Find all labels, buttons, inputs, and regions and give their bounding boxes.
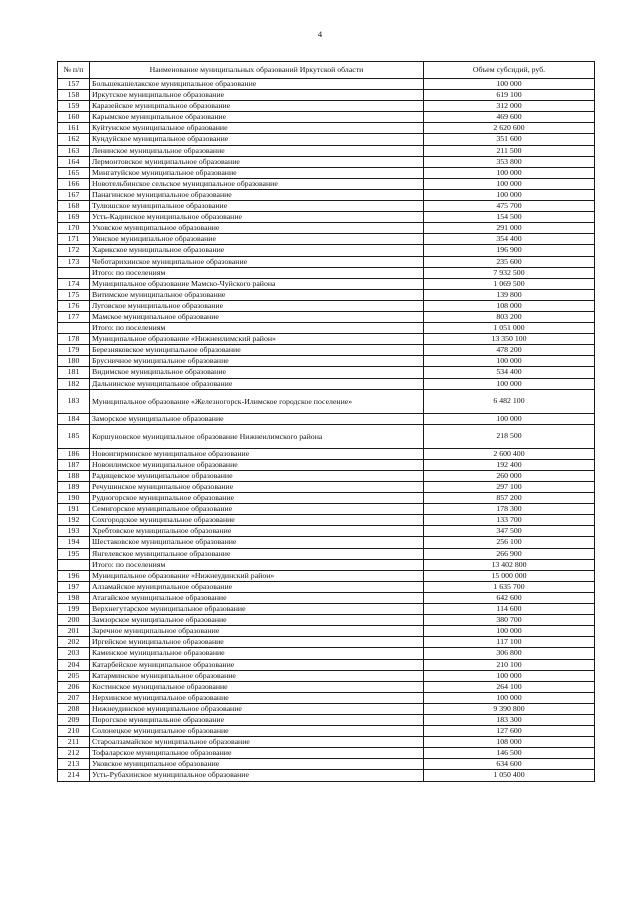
table-row [58,748,595,759]
row-value: 15 000 000 [424,570,595,581]
row-name: Иргейское муниципальное образование [90,637,424,648]
row-number: 166 [58,178,90,189]
table-row [58,737,595,748]
table-row [58,459,595,470]
row-value: 108 000 [424,737,595,748]
row-name: Усть-Кадинское муниципальное образование [90,212,424,223]
row-number: 192 [58,515,90,526]
table-row [58,334,595,345]
row-value: 114 600 [424,604,595,615]
row-value: 1 635 700 [424,581,595,592]
row-value: 127 600 [424,726,595,737]
row-name: Итого: по поселениям [90,559,424,570]
table-row [58,770,595,781]
table-row [58,300,595,311]
row-value: 117 100 [424,637,595,648]
table-row [58,378,595,389]
row-number: 212 [58,748,90,759]
row-number: 171 [58,234,90,245]
row-value: 183 300 [424,714,595,725]
row-value: 13 350 100 [424,334,595,345]
row-number: 179 [58,345,90,356]
row-name: Березняковское муниципальное образование [90,345,424,356]
row-number: 195 [58,548,90,559]
row-number: 211 [58,737,90,748]
row-name: Коршуновское муниципальное образование Нижнеилимского района [90,424,424,448]
row-name: Новотельбинское сельское муниципальное образование [90,178,424,189]
row-value: 312 000 [424,101,595,112]
row-number: 159 [58,101,90,112]
row-value: 1 051 000 [424,323,595,334]
row-name: Верхнегутарское муниципальное образование [90,604,424,615]
row-value: 857 200 [424,493,595,504]
row-number: 194 [58,537,90,548]
row-value: 100 000 [424,79,595,90]
row-name: Муниципальное образование «Нижнеудинский район» [90,570,424,581]
row-number: 197 [58,581,90,592]
row-value: 478 200 [424,345,595,356]
table-row [58,367,595,378]
row-value: 13 402 800 [424,559,595,570]
table-row [58,714,595,725]
table-body [58,79,595,782]
row-name: Мингатуйское муниципальное образование [90,167,424,178]
row-name: Карымское муниципальное образование [90,112,424,123]
row-number: 181 [58,367,90,378]
row-number: 177 [58,311,90,322]
row-name: Шестаковское муниципальное образование [90,537,424,548]
table-row [58,581,595,592]
row-name: Рудногорское муниципальное образование [90,493,424,504]
row-value: 133 700 [424,515,595,526]
table-row [58,604,595,615]
row-value: 353 800 [424,156,595,167]
table-row [58,212,595,223]
table-row [58,156,595,167]
row-value: 266 900 [424,548,595,559]
table-row [58,256,595,267]
row-value: 2 620 600 [424,123,595,134]
row-name: Итого: по поселениям [90,323,424,334]
row-number: 189 [58,482,90,493]
table-row [58,234,595,245]
subsidies-table [57,61,595,782]
table-row [58,637,595,648]
table-row [58,482,595,493]
row-name: Сохгородское муниципальное образование [90,515,424,526]
row-number [58,267,90,278]
table-row [58,570,595,581]
row-value: 154 500 [424,212,595,223]
row-value: 2 600 400 [424,448,595,459]
row-number: 206 [58,681,90,692]
row-value: 351 600 [424,134,595,145]
row-name: Хребтовское муниципальное образование [90,526,424,537]
table-row [58,424,595,448]
row-number: 167 [58,189,90,200]
row-number: 183 [58,389,90,413]
row-name: Большекашелакское муниципальное образование [90,79,424,90]
table-row [58,101,595,112]
row-name: Нерхинское муниципальное образование [90,692,424,703]
table-header-row [58,62,595,79]
table-row [58,448,595,459]
row-number: 208 [58,703,90,714]
row-value: 178 300 [424,504,595,515]
table-row [58,692,595,703]
row-number: 173 [58,256,90,267]
row-value: 6 482 100 [424,389,595,413]
row-value: 256 100 [424,537,595,548]
table-row [58,112,595,123]
table-row [58,267,595,278]
table-row [58,413,595,424]
table-row [58,470,595,481]
table-row [58,289,595,300]
row-value: 534 400 [424,367,595,378]
row-number: 162 [58,134,90,145]
row-name: Брусничное муниципальное образование [90,356,424,367]
row-name: Речушинское муниципальное образование [90,482,424,493]
table-row [58,345,595,356]
row-value: 264 100 [424,681,595,692]
row-value: 139 800 [424,289,595,300]
table-row [58,90,595,101]
table-row [58,526,595,537]
row-name: Куйтунское муниципальное образование [90,123,424,134]
row-number: 180 [58,356,90,367]
row-number: 182 [58,378,90,389]
table-row [58,759,595,770]
row-name: Солонецкое муниципальное образование [90,726,424,737]
row-value: 7 932 500 [424,267,595,278]
row-name: Ленинское муниципальное образование [90,145,424,156]
row-name: Муниципальное образование «Железногорск-Илимское городское поселение» [90,389,424,413]
row-name: Харикское муниципальное образование [90,245,424,256]
row-number: 200 [58,615,90,626]
row-value: 475 700 [424,201,595,212]
row-name: Костинское муниципальное образование [90,681,424,692]
row-number: 209 [58,714,90,725]
table-row [58,548,595,559]
row-name: Заморское муниципальное образование [90,413,424,424]
row-name: Катарминское муниципальное образование [90,670,424,681]
row-number: 186 [58,448,90,459]
row-name: Мамское муниципальное образование [90,311,424,322]
row-value: 210 100 [424,659,595,670]
row-number: 198 [58,592,90,603]
row-number: 204 [58,659,90,670]
row-name: Панагинское муниципальное образование [90,189,424,200]
row-value: 100 000 [424,167,595,178]
row-value: 354 400 [424,234,595,245]
row-value: 803 200 [424,311,595,322]
row-number: 163 [58,145,90,156]
row-value: 218 500 [424,424,595,448]
table-row [58,493,595,504]
row-number: 176 [58,300,90,311]
row-number: 210 [58,726,90,737]
table-row [58,201,595,212]
row-number: 174 [58,278,90,289]
row-number: 213 [58,759,90,770]
row-name: Тофаларское муниципальное образование [90,748,424,759]
row-number: 214 [58,770,90,781]
row-name: Радищевское муниципальное образование [90,470,424,481]
row-name: Семигорское муниципальное образование [90,504,424,515]
row-value: 100 000 [424,178,595,189]
row-number: 172 [58,245,90,256]
row-number: 178 [58,334,90,345]
row-name: Уковское муниципальное образование [90,759,424,770]
row-number [58,559,90,570]
row-value: 380 700 [424,615,595,626]
row-name: Витимское муниципальное образование [90,289,424,300]
table-row [58,592,595,603]
row-number: 188 [58,470,90,481]
row-name: Нижнеудинское муниципальное образование [90,703,424,714]
row-number [58,323,90,334]
row-value: 146 500 [424,748,595,759]
row-name: Уховское муниципальное образование [90,223,424,234]
row-number: 161 [58,123,90,134]
table-row [58,504,595,515]
table-row [58,145,595,156]
table-row [58,356,595,367]
table-row [58,659,595,670]
row-number: 190 [58,493,90,504]
row-name: Иркутское муниципальное образование [90,90,424,101]
row-name: Тулюшское муниципальное образование [90,201,424,212]
row-name: Кундуйское муниципальное образование [90,134,424,145]
table-row [58,703,595,714]
row-value: 9 390 800 [424,703,595,714]
header-num: № п/п [58,62,90,79]
row-number: 168 [58,201,90,212]
row-name: Лермонтовское муниципальное образование [90,156,424,167]
row-name: Новоигирминское муниципальное образование [90,448,424,459]
table-row [58,178,595,189]
row-number: 165 [58,167,90,178]
row-name: Замзорское муниципальное образование [90,615,424,626]
table-row [58,245,595,256]
row-name: Чеботарихинское муниципальное образование [90,256,424,267]
table-row [58,626,595,637]
row-number: 193 [58,526,90,537]
row-name: Муниципальное образование Мамско-Чуйского района [90,278,424,289]
row-number: 205 [58,670,90,681]
row-name: Янгелевское муниципальное образование [90,548,424,559]
row-number: 170 [58,223,90,234]
table-row [58,726,595,737]
header-name: Наименование муниципальных образований Иркутской области [90,62,424,79]
table-row [58,681,595,692]
row-value: 469 600 [424,112,595,123]
row-number: 169 [58,212,90,223]
table-row [58,223,595,234]
row-value: 100 000 [424,692,595,703]
row-name: Уянское муниципальное образование [90,234,424,245]
table-row [58,167,595,178]
table-row [58,79,595,90]
table-row [58,615,595,626]
table-row [58,311,595,322]
row-number: 187 [58,459,90,470]
table-row [58,389,595,413]
row-value: 211 500 [424,145,595,156]
row-value: 347 500 [424,526,595,537]
table-row [58,123,595,134]
row-value: 260 000 [424,470,595,481]
row-value: 100 000 [424,670,595,681]
row-name: Дальнинское муниципальное образование [90,378,424,389]
row-value: 100 000 [424,626,595,637]
row-name: Новоилимское муниципальное образование [90,459,424,470]
row-value: 1 069 500 [424,278,595,289]
row-value: 100 000 [424,356,595,367]
table-row [58,278,595,289]
row-number: 196 [58,570,90,581]
table-row [58,515,595,526]
row-name: Атагайское муниципальное образование [90,592,424,603]
row-name: Староалзамайское муниципальное образование [90,737,424,748]
row-value: 100 000 [424,413,595,424]
row-name: Порогское муниципальное образование [90,714,424,725]
table-row [58,537,595,548]
table-row [58,559,595,570]
row-number: 184 [58,413,90,424]
header-value: Объем субсидий, руб. [424,62,595,79]
row-number: 202 [58,637,90,648]
page-number: 4 [317,29,323,39]
row-number: 158 [58,90,90,101]
row-value: 235 600 [424,256,595,267]
row-number: 175 [58,289,90,300]
row-number: 164 [58,156,90,167]
row-number: 185 [58,424,90,448]
row-number: 207 [58,692,90,703]
row-name: Катарбейское муниципальное образование [90,659,424,670]
row-value: 192 400 [424,459,595,470]
row-value: 108 000 [424,300,595,311]
table-row [58,648,595,659]
row-name: Итого: по поселениям [90,267,424,278]
row-value: 306 800 [424,648,595,659]
row-name: Алзамайское муниципальное образование [90,581,424,592]
row-value: 297 100 [424,482,595,493]
row-name: Луговское муниципальное образование [90,300,424,311]
row-number: 203 [58,648,90,659]
row-name: Каразейское муниципальное образование [90,101,424,112]
row-number: 199 [58,604,90,615]
row-name: Усть-Рубахинское муниципальное образование [90,770,424,781]
row-number: 157 [58,79,90,90]
row-value: 100 000 [424,378,595,389]
row-value: 1 050 400 [424,770,595,781]
row-number: 191 [58,504,90,515]
row-name: Видимское муниципальное образование [90,367,424,378]
row-value: 634 600 [424,759,595,770]
row-number: 201 [58,626,90,637]
table-row [58,134,595,145]
row-value: 642 600 [424,592,595,603]
row-name: Заречное муниципальное образование [90,626,424,637]
table-row [58,670,595,681]
row-value: 291 000 [424,223,595,234]
table-row [58,323,595,334]
row-value: 100 000 [424,189,595,200]
table-row [58,189,595,200]
row-value: 196 900 [424,245,595,256]
row-number: 160 [58,112,90,123]
row-value: 619 100 [424,90,595,101]
row-name: Муниципальное образование «Нижнеилимский район» [90,334,424,345]
row-name: Каменское муниципальное образование [90,648,424,659]
